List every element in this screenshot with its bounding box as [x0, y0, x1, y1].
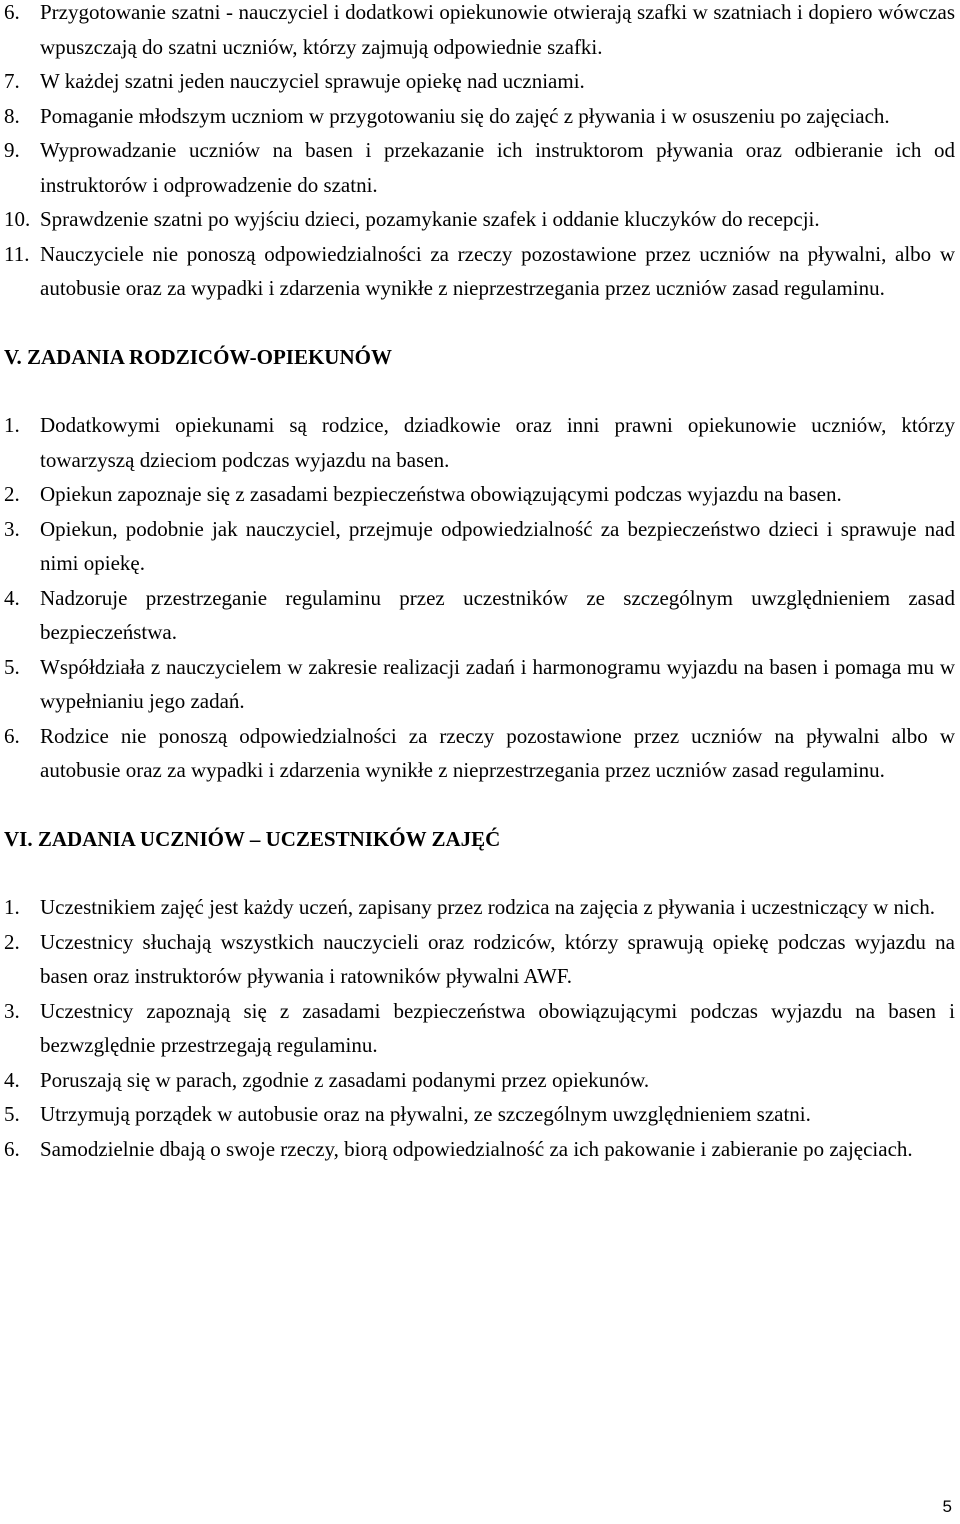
item-number: 3. [4, 516, 20, 541]
list-item [4, 202, 955, 237]
item-text: Poruszają się w parach, zgodnie z zasadami podanymi przez opiekunów. [40, 1067, 650, 1092]
item-number: 9. [4, 138, 20, 162]
item-number: 5. [4, 1102, 20, 1126]
item-text: W każdej szatni jeden nauczyciel sprawuje opiekę nad uczniami. [40, 69, 585, 93]
item-text: Utrzymują porządek w autobusie oraz na pływalni, ze szczególnym uwzględnieniem szatni. [40, 1102, 811, 1126]
item-number: 10. [4, 207, 31, 231]
section6-heading: VI. ZADANIA UCZNIÓW – UCZESTNIKÓW ZAJĘĆ [4, 826, 501, 851]
list-item [4, 477, 955, 512]
list-item [4, 650, 955, 719]
item-text: Uczestnicy zapoznają się z zasadami bezpieczeństwa obowiązującymi podczas wyjazdu na basen i bezwzględnie przestrzegają regulaminu. [40, 998, 955, 1057]
item-number: 7. [4, 69, 20, 93]
spacer [4, 788, 955, 822]
item-number: 6. [4, 1136, 20, 1161]
item-text: Pomaganie młodszym uczniom w przygotowaniu się do zajęć z pływania i w osuszeniu po zajęciach. [40, 103, 890, 128]
item-text: Nauczyciele nie ponoszą odpowiedzialności za rzeczy pozostawione przez uczniów na pływalni, albo w autobusie oraz za wypadki i zdarzenia wynikłe z nieprzestrzegania przez uczniów zasad regulaminu. [40, 241, 955, 300]
item-number: 6. [4, 0, 20, 24]
page-number: 5 [942, 1497, 952, 1516]
list-item [4, 1063, 955, 1098]
list-item [4, 581, 955, 650]
item-text: Sprawdzenie szatni po wyjściu dzieci, pozamykanie szafek i oddanie kluczyków do recepcji. [40, 207, 820, 231]
item-number: 11. [4, 241, 30, 266]
item-number: 4. [4, 585, 20, 610]
item-number: 1. [4, 895, 20, 919]
item-text: Wyprowadzanie uczniów na basen i przekazanie ich instruktorom pływania oraz odbieranie ich od instruktorów i odprowadzenie do szatni. [40, 138, 955, 197]
item-text: Uczestnicy słuchają wszystkich nauczycieli oraz rodziców, którzy sprawują opiekę podczas wyjazdu na basen oraz instruktorów pływania i ratowników pływalni AWF. [40, 929, 955, 988]
item-text: Samodzielnie dbają o swoje rzeczy, biorą odpowiedzialność za ich pakowanie i zabieranie po zajęciach. [40, 1136, 913, 1161]
section6-list [4, 890, 955, 1166]
item-text: Współdziała z nauczycielem w zakresie realizacji zadań i harmonogramu wyjazdu na basen i pomaga mu w wypełnianiu jego zadań. [40, 654, 955, 713]
list-item [4, 994, 955, 1063]
section5-list [4, 408, 955, 788]
list-item [4, 925, 955, 994]
item-number: 2. [4, 482, 20, 506]
item-number: 4. [4, 1067, 20, 1092]
item-number: 6. [4, 723, 20, 748]
item-number: 3. [4, 998, 20, 1023]
list-item [4, 512, 955, 581]
item-number: 8. [4, 103, 20, 128]
list-item [4, 408, 955, 477]
spacer [4, 306, 955, 340]
list-item [4, 1132, 955, 1167]
list-item [4, 890, 955, 925]
item-number: 1. [4, 413, 20, 437]
list-item [4, 0, 955, 64]
list-item [4, 719, 955, 788]
section4-list [4, 0, 955, 306]
list-item [4, 237, 955, 306]
item-number: 2. [4, 929, 20, 954]
item-text: Przygotowanie szatni - nauczyciel i dodatkowi opiekunowie otwierają szafki w szatniach i dopiero wówczas wpuszczają do szatni uczniów, którzy zajmują odpowiednie szafki. [40, 0, 955, 59]
item-text: Dodatkowymi opiekunami są rodzice, dziadkowie oraz inni prawni opiekunowie uczniów, którzy towarzyszą dzieciom podczas wyjazdu na basen. [40, 413, 955, 472]
item-text: Opiekun zapoznaje się z zasadami bezpieczeństwa obowiązującymi podczas wyjazdu na basen. [40, 482, 842, 506]
spacer [4, 374, 955, 408]
list-item [4, 133, 955, 202]
list-item [4, 1097, 955, 1132]
list-item [4, 64, 955, 99]
item-text: Nadzoruje przestrzeganie regulaminu przez uczestników ze szczególnym uwzględnieniem zasad bezpieczeństwa. [40, 585, 955, 644]
section5-heading: V. ZADANIA RODZICÓW-OPIEKUNÓW [4, 344, 392, 369]
item-text: Opiekun, podobnie jak nauczyciel, przejmuje odpowiedzialność za bezpieczeństwo dzieci i sprawuje nad nimi opiekę. [40, 516, 955, 575]
page-content [4, 0, 955, 1166]
list-item [4, 99, 955, 134]
item-text: Rodzice nie ponoszą odpowiedzialności za rzeczy pozostawione przez uczniów na pływalni albo w autobusie oraz za wypadki i zdarzenia wynikłe z nieprzestrzegania przez uczniów zasad regulaminu. [40, 723, 955, 782]
item-text: Uczestnikiem zajęć jest każdy uczeń, zapisany przez rodzica na zajęcia z pływania i uczestniczący w nich. [40, 895, 935, 919]
item-number: 5. [4, 654, 20, 679]
spacer [4, 856, 955, 890]
